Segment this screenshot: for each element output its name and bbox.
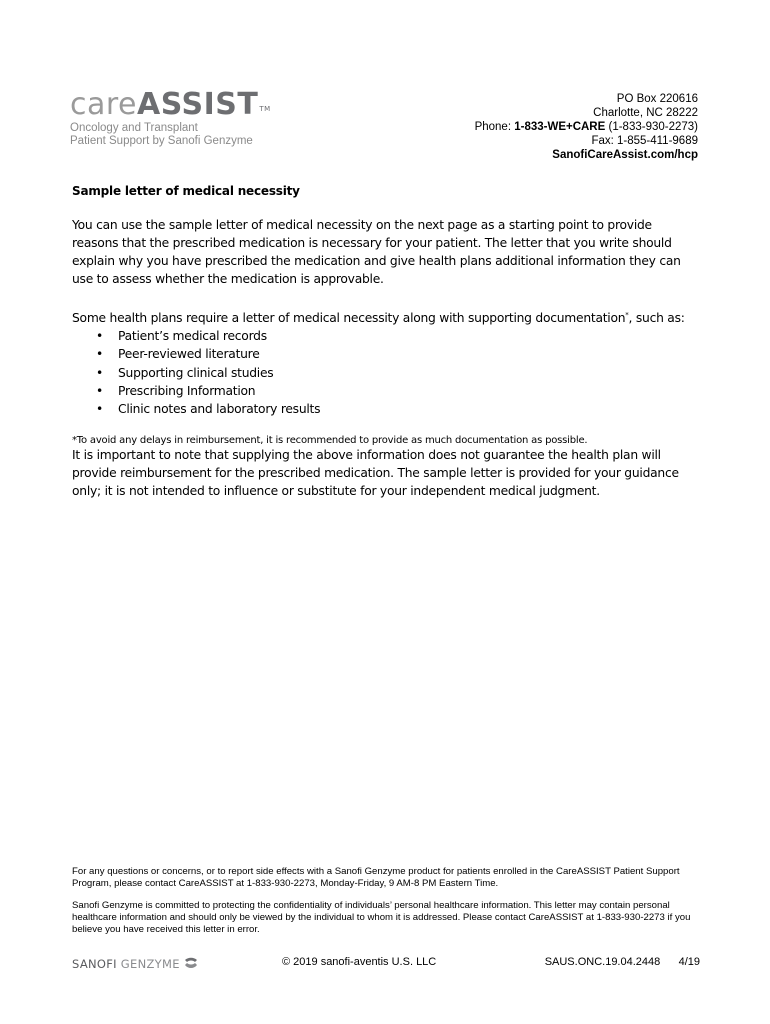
- phone-label: Phone:: [474, 121, 515, 133]
- documentation-text-end: , such as:: [628, 311, 685, 326]
- bottom-bar: [72, 954, 700, 972]
- website-text: SanofiCareAssist.com/hcp: [552, 149, 698, 161]
- bullet: •: [96, 365, 104, 380]
- list-item-text: Clinic notes and laboratory results: [118, 402, 321, 417]
- address-block: [475, 92, 698, 162]
- list-item-text: Supporting clinical studies: [118, 365, 274, 380]
- logo-genzyme-text: GENZYME: [116, 957, 180, 971]
- logo-sanofi-text: SANOFI: [72, 957, 117, 971]
- careassist-logo: [70, 88, 270, 148]
- documentation-paragraph: [72, 306, 700, 327]
- phone-numeric: (1-833-930-2273): [605, 121, 698, 133]
- phone-vanity-number: 1-833-WE+CARE: [514, 121, 606, 133]
- phone-line: [475, 120, 698, 134]
- logo-tagline-line2: Patient Support by Sanofi Genzyme: [70, 135, 253, 147]
- logo-care-text: care: [70, 87, 138, 122]
- list-item: [96, 400, 700, 418]
- documentation-list: [72, 327, 700, 418]
- bullet: •: [96, 383, 104, 398]
- disclaimer-paragraph: It is important to note that supplying the above information does not guarantee the health plan will provide reimbursement for the prescribed medication. The sample letter is provided for your guidance only; it is not intended to influence or substitute for your independent medical judgment.: [72, 447, 679, 498]
- page-title: Sample letter of medical necessity: [72, 184, 300, 198]
- fax-line: Fax: 1-855-411-9689: [591, 135, 698, 147]
- bullet: •: [96, 402, 104, 417]
- document-code: SAUS.ONC.19.04.2448 4/19: [544, 956, 700, 968]
- intro-paragraph: You can use the sample letter of medical necessity on the next page as a starting point to provide reasons that the prescribed medication is necessary for your patient. The letter that you write should explain why you have prescribed the medication and give health plans additional information they can use to assess whether the medication is approvable.: [72, 218, 681, 286]
- careassist-wordmark: [70, 88, 270, 122]
- documentation-text: Some health plans require a letter of medical necessity along with supporting documentation: [72, 311, 626, 326]
- footnote-marker: *: [625, 311, 629, 319]
- list-item: [96, 345, 700, 363]
- city-state-zip: Charlotte, NC 28222: [593, 107, 698, 119]
- footer-notice: [72, 866, 700, 936]
- footnote: *To avoid any delays in reimbursement, it is recommended to provide as much documentation as possible.: [72, 434, 588, 446]
- logo-tagline-line1: Oncology and Transplant: [70, 122, 198, 134]
- logo-trademark: TM: [259, 105, 271, 113]
- list-item-text: Patient’s medical records: [118, 329, 267, 344]
- bullet: •: [96, 347, 104, 362]
- list-item-text: Prescribing Information: [118, 383, 256, 398]
- po-box: PO Box 220616: [616, 93, 698, 105]
- logo-assist-text: ASSIST: [137, 87, 259, 122]
- sanofi-genzyme-logo: [72, 956, 198, 973]
- letter-content: [72, 184, 700, 500]
- list-item: [96, 382, 700, 400]
- list-item: [96, 364, 700, 382]
- list-item-text: Peer-reviewed literature: [118, 347, 260, 362]
- copyright: © 2019 sanofi-aventis U.S. LLC: [282, 956, 437, 968]
- bullet: •: [96, 329, 104, 344]
- confidentiality-notice: Sanofi Genzyme is committed to protecting the confidentiality of individuals’ personal healthcare information. This letter may contain personal healthcare information and should only be viewed by the individual to whom it is addressed. Please contact CareASSIST at 1-833-930-2273 if you believe you have received this letter in error.: [72, 900, 691, 935]
- contact-notice: For any questions or concerns, or to report side effects with a Sanofi Genzyme product for patients enrolled in the CareASSIST Patient Support Program, please contact CareASSIST at 1-833-930-2273, Monday-Friday, 9 AM-8 PM Eastern Time.: [72, 866, 680, 889]
- list-item: [96, 327, 700, 345]
- website-link[interactable]: [475, 148, 698, 162]
- genzyme-swirl-icon: [184, 956, 198, 973]
